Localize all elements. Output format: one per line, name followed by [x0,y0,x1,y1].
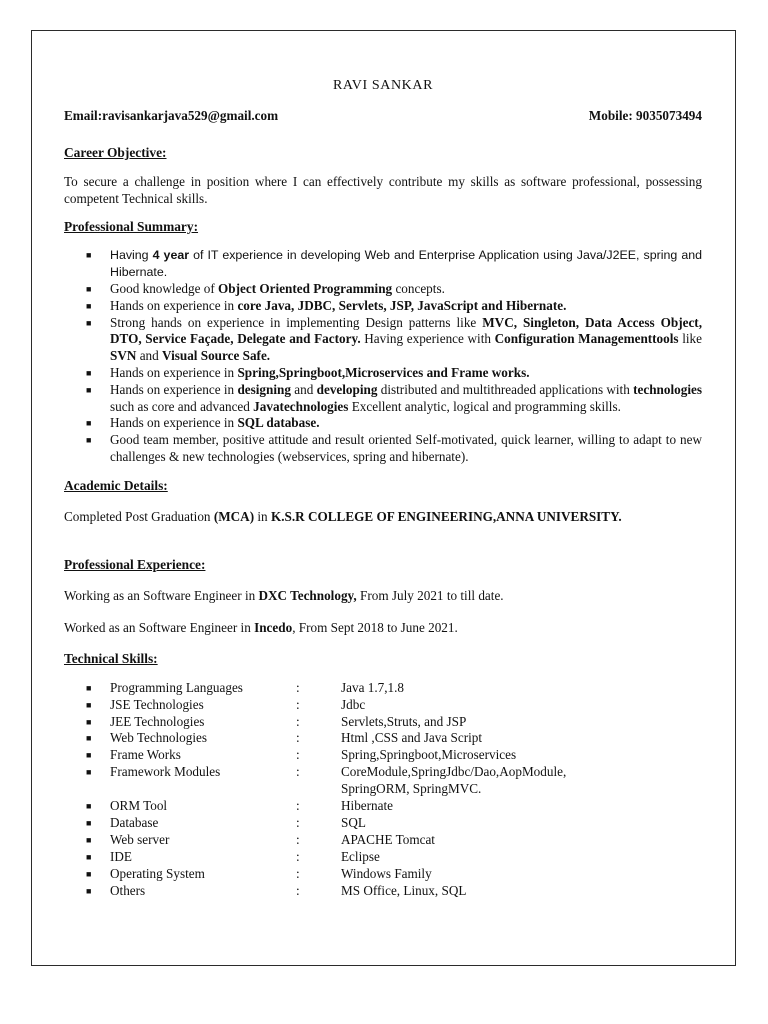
skill-name: Others [110,882,146,898]
summary-text-segment: Strong hands on experience in implementing Design patterns like [110,314,483,330]
career-objective-heading: Career Objective: [64,145,167,160]
experience-job-2 [64,619,702,636]
skill-name: Operating System [110,865,205,881]
skill-value-line: Html ,CSS and Java Script [341,730,483,746]
skill-colon: : [296,764,300,780]
summary-text-segment: and [136,348,163,364]
skill-value-line: MS Office, Linux, SQL [341,882,467,898]
bullet-icon: ■ [86,317,92,328]
skill-value-line: Servlets,Struts, and JSP [341,713,467,729]
candidate-name: RAVI SANKAR [332,78,434,93]
skill-row [64,764,641,798]
summary-text-segment: such as core and advanced [110,398,254,414]
skill-value [341,866,641,883]
summary-item [64,298,702,315]
summary-item [64,365,702,382]
skill-value [341,832,641,849]
skill-name: Programming Languages [110,679,243,695]
skill-colon: : [296,848,300,864]
summary-text-segment: distributed and multithreaded applications with [377,381,634,397]
bullet-icon: ■ [86,851,92,862]
summary-text-segment: Hands on experience in [110,381,238,397]
skill-value-line: Spring,Springboot,Microservices [341,747,517,763]
academic-college: K.S.R COLLEGE OF ENGINEERING,ANNA UNIVERSITY. [270,508,622,524]
skill-row [64,714,641,731]
mobile-text [589,107,702,125]
summary-text-segment: Hands on experience in [110,415,238,431]
mobile-label: Mobile [588,108,629,123]
skill-colon: : [296,696,300,712]
skill-name: JSE Technologies [110,696,204,712]
summary-text-segment: like [678,331,702,347]
skill-colon: : [296,747,300,763]
academic-details-text [64,508,702,525]
skill-value-line: APACHE Tomcat [341,831,435,847]
experience-job-1 [64,587,702,604]
bullet-icon: ■ [86,801,92,812]
bullet-icon: ■ [86,250,92,260]
academic-middle: in [254,508,271,524]
skill-name: Database [110,815,159,831]
skill-row [64,832,641,849]
skill-value-line: Java 1.7,1.8 [341,679,404,695]
summary-item [64,247,702,281]
summary-text-segment: Javatechnologies [253,398,349,414]
job-2-company: Incedo [254,619,293,635]
skill-value-line: SQL [341,815,366,831]
skill-name: Frame Works [110,747,181,763]
skill-colon: : [296,865,300,881]
summary-text-segment: developing [316,381,378,397]
summary-text-segment: Hands on experience in [110,364,238,380]
bullet-icon: ■ [86,699,92,710]
professional-summary-list [64,247,702,466]
bullet-icon: ■ [86,435,92,446]
summary-text-segment: 4 year [152,248,190,262]
summary-item [64,281,702,298]
contact-row [64,107,702,125]
skill-name: ORM Tool [110,798,168,814]
bullet-icon: ■ [86,716,92,727]
skill-value [341,730,641,747]
technical-skills-heading: Technical Skills: [64,650,158,666]
summary-item [64,432,702,466]
skill-row [64,798,641,815]
skill-value [341,849,641,866]
summary-item [64,382,702,416]
skill-value-line: Windows Family [341,865,432,881]
summary-text-segment: Good team member, positive attitude and result oriented Self-motivated, quick learner, willing to adapt to new challenges & new technologies (webservices, spring and hibernate). [110,432,702,464]
skill-name: Framework Modules [110,764,221,780]
job-2-prefix: Worked as an Software Engineer in [64,619,255,635]
bullet-icon: ■ [86,885,92,896]
skill-value [341,883,641,900]
skill-name: JEE Technologies [110,713,205,729]
skill-row [64,697,641,714]
skill-value [341,764,641,798]
bullet-icon: ■ [86,300,92,311]
bullet-icon: ■ [86,733,92,744]
bullet-icon: ■ [86,818,92,829]
bullet-icon: ■ [86,767,92,778]
summary-text-segment: Configuration Managementtools [494,331,679,347]
professional-experience-heading: Professional Experience: [64,556,206,572]
summary-text-segment: and [290,381,317,397]
skill-row [64,815,641,832]
technical-skills-table [64,680,641,900]
skill-value-line: Jdbc [341,696,366,712]
skill-value [341,798,641,815]
skill-row [64,747,641,764]
skill-colon: : [296,679,300,695]
mobile-value: : 9035073494 [628,108,702,123]
skill-value [341,697,641,714]
job-1-suffix: From July 2021 to till date. [356,587,504,603]
summary-text-segment: Spring,Springboot,Microservices and Frame works. [237,364,530,380]
summary-text-segment: Good knowledge of [110,281,219,296]
skill-colon: : [296,798,300,814]
skill-value-line: CoreModule,SpringJdbc/Dao,AopModule, [341,764,567,780]
bullet-icon: ■ [86,750,92,761]
skill-value-line: Hibernate [341,798,393,814]
email-text: Email:ravisankarjava529@gmail.com [64,108,279,123]
summary-text-segment: concepts. [392,281,445,296]
summary-text-segment: Excellent analytic, logical and programming skills. [348,398,621,414]
skill-value [341,680,641,697]
skill-row [64,680,641,697]
skill-value [341,714,641,731]
skill-value [341,815,641,832]
bullet-icon: ■ [86,367,92,378]
summary-text-segment: technologies [633,381,702,397]
skill-name: Web Technologies [110,730,208,746]
job-1-company: DXC Technology, [258,587,357,603]
skill-name: Web server [110,831,170,847]
skill-row [64,849,641,866]
summary-text-segment: SVN [110,348,137,364]
summary-text-segment: Having [110,248,153,262]
summary-text-segment: SQL database. [237,415,320,431]
job-2-suffix: , From Sept 2018 to June 2021. [292,619,458,635]
summary-item [64,415,702,432]
skill-colon: : [296,831,300,847]
bullet-icon: ■ [86,284,92,294]
skill-value-line: SpringORM, SpringMVC. [341,781,482,797]
skill-colon: : [296,882,300,898]
bullet-icon: ■ [86,384,92,395]
bullet-icon: ■ [86,868,92,879]
skill-colon: : [296,730,300,746]
academic-details-heading: Academic Details: [64,477,168,493]
summary-text-segment: Hands on experience in [110,297,238,313]
summary-text-segment: Object Oriented Programming [218,281,393,296]
summary-text-segment: Having experience with [360,331,495,347]
skill-colon: : [296,713,300,729]
skill-value-line: Eclipse [341,848,380,864]
bullet-icon: ■ [86,682,92,693]
resume-content [64,75,702,900]
skill-row [64,730,641,747]
skill-colon: : [296,815,300,831]
summary-text-segment: of IT experience in developing Web and Enterprise Application using Java/J2EE, spring and Hibernate. [110,248,702,279]
bullet-icon: ■ [86,834,92,845]
skill-value [341,747,641,764]
summary-text-segment: Visual Source Safe. [162,348,271,364]
academic-prefix: Completed Post Graduation [64,508,214,524]
skill-name: IDE [110,848,132,864]
skill-row [64,883,641,900]
bullet-icon: ■ [86,418,92,429]
job-1-prefix: Working as an Software Engineer in [64,587,259,603]
summary-text-segment: core Java, JDBC, Servlets, JSP, JavaScript and Hibernate. [237,297,567,313]
summary-item [64,315,702,365]
career-objective-text: To secure a challenge in position where I can effectively contribute my skills as software professional, possessing competent Technical skills. [64,174,702,206]
professional-summary-heading: Professional Summary: [64,219,199,234]
summary-text-segment: MVC, Singleton, Data Access Object, DTO, Service Façade, Delegate and Factory. [110,314,702,347]
skill-row [64,866,641,883]
academic-degree: (MCA) [213,508,255,524]
summary-text-segment: designing [237,381,291,397]
